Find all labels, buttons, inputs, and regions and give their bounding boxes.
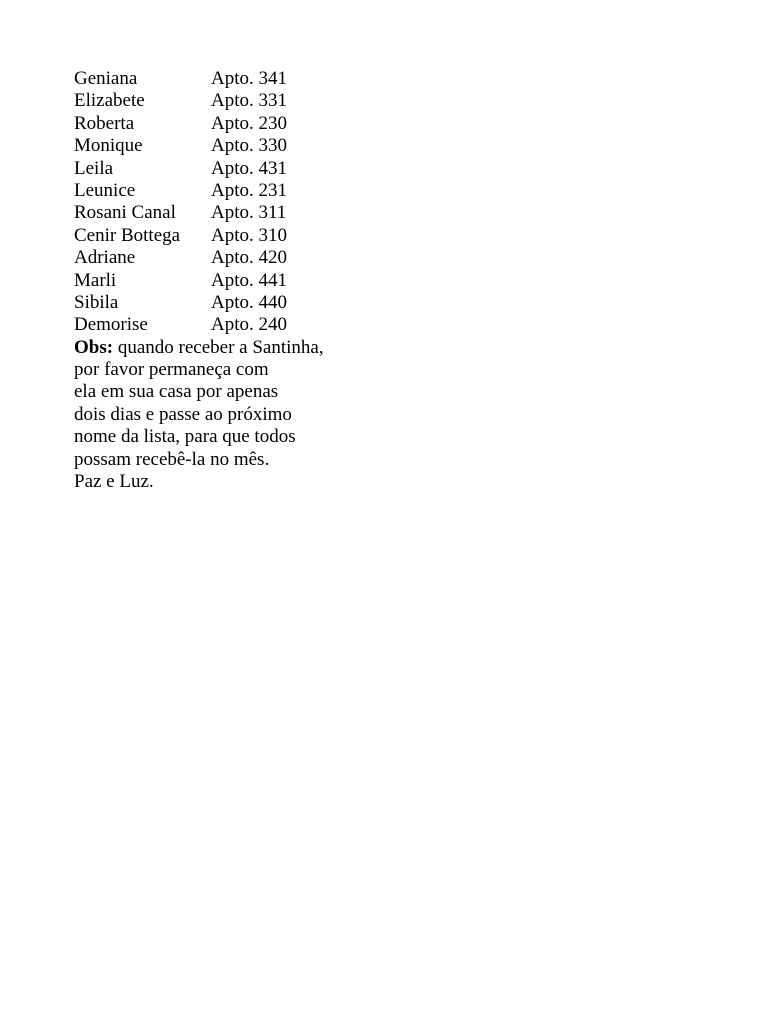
- resident-name: Leila: [74, 157, 114, 179]
- apartment-number: Apto. 440: [211, 291, 287, 313]
- list-item: [74, 202, 714, 224]
- list-item: [74, 90, 714, 112]
- resident-name: Roberta: [74, 112, 135, 134]
- apartment-number: Apto. 431: [211, 157, 287, 179]
- apartment-number: Apto. 231: [211, 179, 287, 201]
- list-item: [74, 135, 714, 157]
- list-item: [74, 247, 714, 269]
- apartment-number: Apto. 420: [211, 247, 287, 269]
- closing-line: Paz e Luz.: [74, 471, 154, 493]
- obs-label: Obs:: [74, 336, 114, 358]
- apartment-number: Apto. 441: [211, 269, 287, 291]
- note-line: [74, 337, 714, 359]
- apartment-number: Apto. 331: [211, 90, 287, 112]
- list-item: [74, 292, 714, 314]
- apartment-number: Apto. 230: [211, 112, 287, 134]
- resident-name: Rosani Canal: [74, 202, 176, 224]
- apartment-number: Apto. 311: [211, 202, 287, 224]
- list-item: [74, 270, 714, 292]
- list-item: [74, 158, 714, 180]
- list-item: [74, 225, 714, 247]
- resident-name: Adriane: [74, 247, 136, 269]
- resident-name: Cenir Bottega: [74, 224, 181, 246]
- list-item: [74, 314, 714, 336]
- resident-name: Sibila: [74, 291, 119, 313]
- apartment-number: Apto. 310: [211, 224, 287, 246]
- apartment-number: Apto. 341: [211, 68, 287, 89]
- resident-name: Marli: [74, 269, 117, 291]
- observation-note: [74, 337, 714, 494]
- list-item: [74, 180, 714, 202]
- resident-list: [74, 68, 714, 337]
- resident-name: Leunice: [74, 179, 136, 201]
- document-page: [74, 68, 714, 493]
- note-first-line: quando receber a Santinha,: [113, 336, 324, 358]
- list-item: [74, 68, 714, 90]
- resident-name: Demorise: [74, 314, 148, 336]
- resident-name: Geniana: [74, 68, 138, 89]
- resident-name: Monique: [74, 135, 143, 157]
- note-line: nome da lista, para que todos: [74, 426, 296, 448]
- apartment-number: Apto. 240: [211, 314, 287, 336]
- note-line: possam recebê-la no mês.: [74, 448, 270, 470]
- note-line: ela em sua casa por apenas: [74, 381, 279, 403]
- note-line: dois dias e passe ao próximo: [74, 403, 292, 425]
- resident-name: Elizabete: [74, 90, 145, 112]
- note-line: por favor permaneça com: [74, 359, 269, 381]
- list-item: [74, 113, 714, 135]
- apartment-number: Apto. 330: [211, 135, 287, 157]
